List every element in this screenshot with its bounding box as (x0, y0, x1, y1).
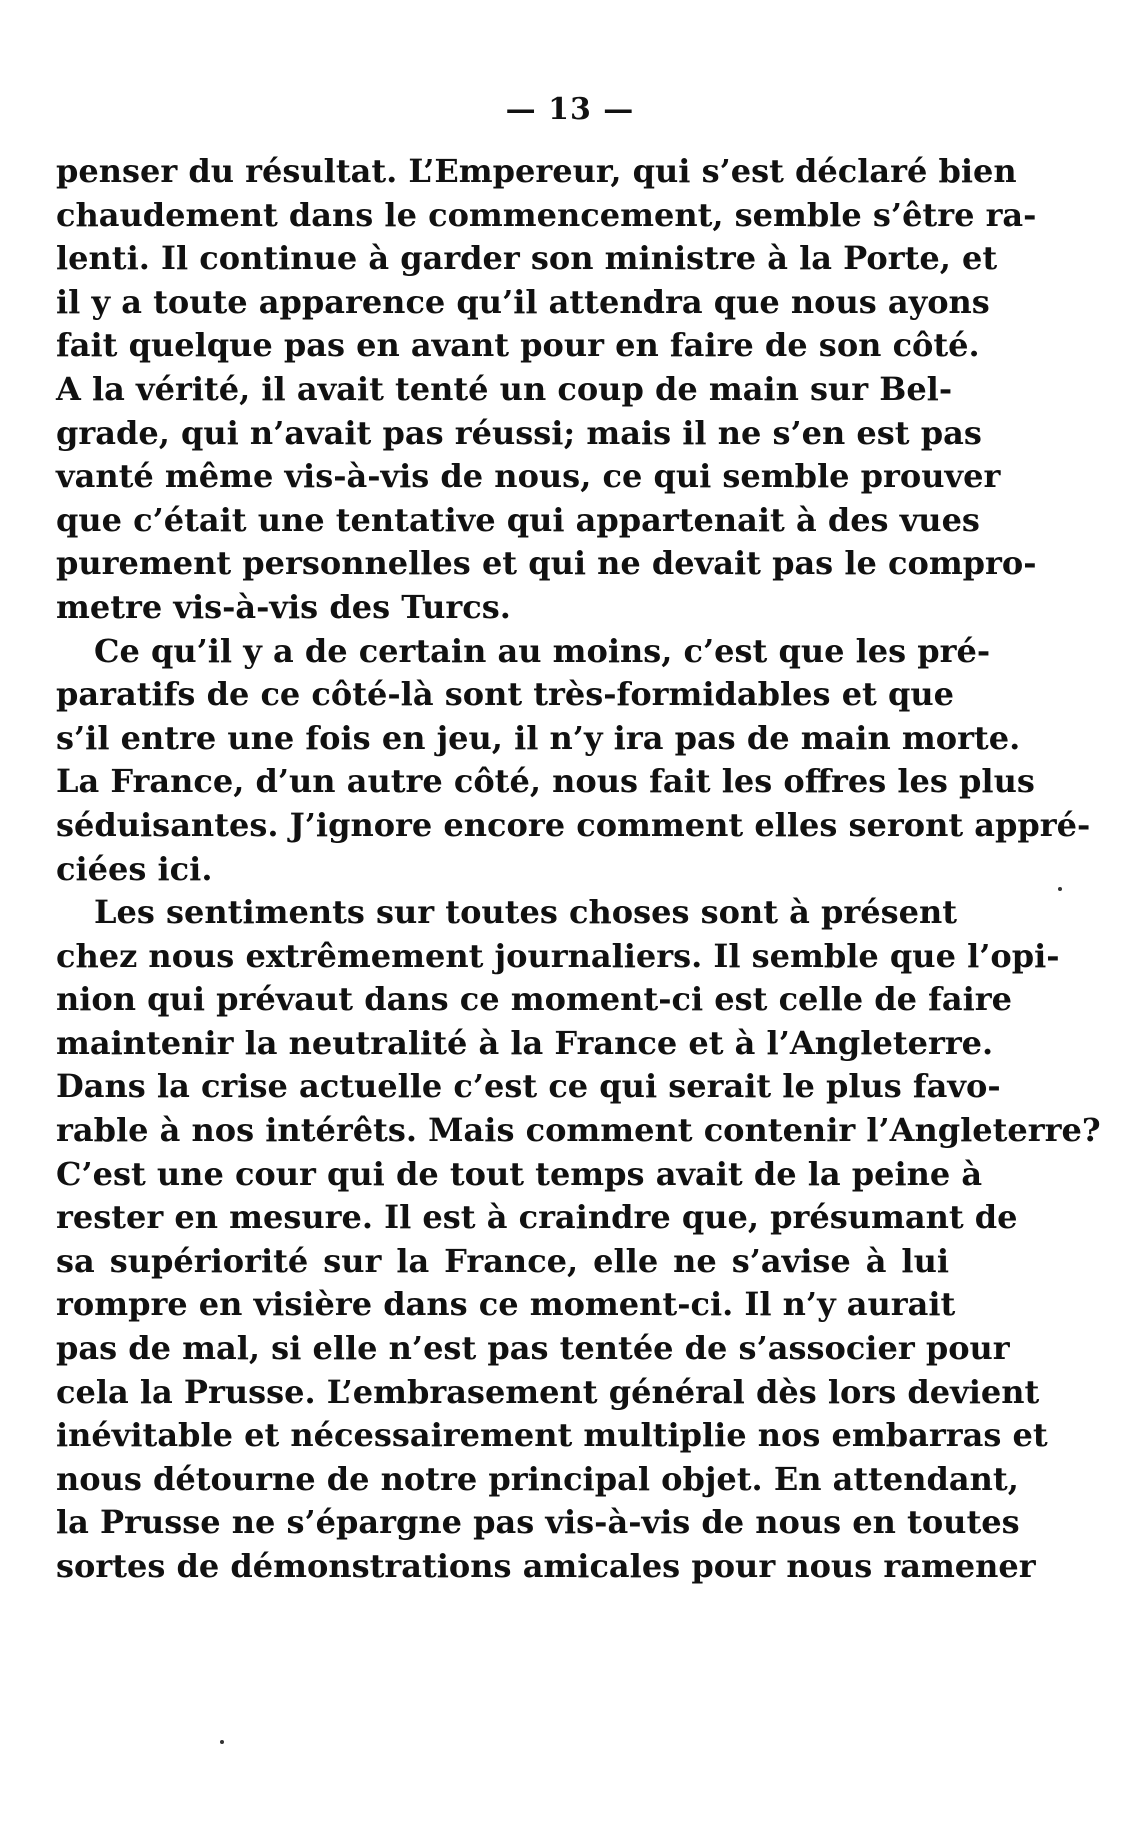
text-line: La France, d’un autre côté, nous fait les offres les plus (56, 762, 1035, 801)
scan-speck (220, 1740, 224, 1744)
text-line: il y a toute apparence qu’il attendra que nous ayons (56, 282, 990, 321)
text-line: que c’était une tentative qui appartenait à des vues (56, 500, 980, 539)
text-line: purement personnelles et qui ne devait pas le compro- (56, 544, 1037, 583)
text-line: Dans la crise actuelle c’est ce qui serait le plus favo- (56, 1067, 1001, 1106)
body-text (56, 150, 1101, 1589)
text-line: Les sentiments sur toutes choses sont à présent (94, 893, 958, 932)
text-line: maintenir la neutralité à la France et à l’Angleterre. (56, 1023, 994, 1062)
text-line: C’est une cour qui de tout temps avait de la peine à (56, 1154, 983, 1193)
text-line: la Prusse ne s’épargne pas vis-à-vis de nous en toutes (56, 1503, 1020, 1542)
text-line: séduisantes. J’ignore encore comment elles seront appré- (56, 805, 1091, 844)
text-line: vanté même vis-à-vis de nous, ce qui semble prouver (56, 457, 1001, 496)
text-line: sortes de démonstrations amicales pour nous ramener (56, 1547, 1036, 1585)
text-line: ciées ici. (56, 849, 213, 888)
page-number: — 13 — (505, 92, 635, 127)
text-line: nion qui prévaut dans ce moment-ci est celle de faire (56, 980, 1012, 1019)
text-line: cela la Prusse. L’embrasement général dès lors devient (56, 1372, 1040, 1411)
text-line: rester en mesure. Il est à craindre que, présumant de (56, 1198, 1018, 1237)
text-line: nous détourne de notre principal objet. En attendant, (56, 1459, 1019, 1498)
text-line: lenti. Il continue à garder son ministre à la Porte, et (56, 239, 998, 278)
text-line: penser du résultat. L’Empereur, qui s’est déclaré bien (56, 152, 1017, 190)
text-line: sa supériorité sur la France, elle ne s’avise à lui (56, 1241, 949, 1280)
text-line: pas de mal, si elle n’est pas tentée de s’associer pour (56, 1329, 1010, 1368)
text-line: inévitable et nécessairement multiplie nos embarras et (56, 1416, 1048, 1455)
text-line: chaudement dans le commencement, semble s’être ra- (56, 195, 1037, 234)
text-line: Ce qu’il y a de certain au moins, c’est que les pré- (94, 631, 991, 670)
text-line: s’il entre une fois en jeu, il n’y ira pas de main morte. (56, 718, 1021, 757)
scan-speck (1058, 887, 1062, 891)
text-line: fait quelque pas en avant pour en faire de son côté. (56, 326, 980, 365)
paragraph (56, 891, 1101, 1589)
text-line: paratifs de ce côté-là sont très-formidables et que (56, 675, 954, 714)
paragraph (56, 630, 1091, 892)
text-line: grade, qui n’avait pas réussi; mais il ne s’en est pas (56, 413, 982, 452)
text-line: rable à nos intérêts. Mais comment contenir l’Angleterre? (56, 1111, 1101, 1150)
paragraph (56, 150, 1037, 630)
text-line: metre vis-à-vis des Turcs. (56, 587, 511, 626)
text-line: rompre en visière dans ce moment-ci. Il n’y aurait (56, 1285, 956, 1324)
text-line: A la vérité, il avait tenté un coup de main sur Bel- (56, 369, 953, 408)
text-line: chez nous extrêmement journaliers. Il semble que l’opi- (56, 936, 1060, 975)
